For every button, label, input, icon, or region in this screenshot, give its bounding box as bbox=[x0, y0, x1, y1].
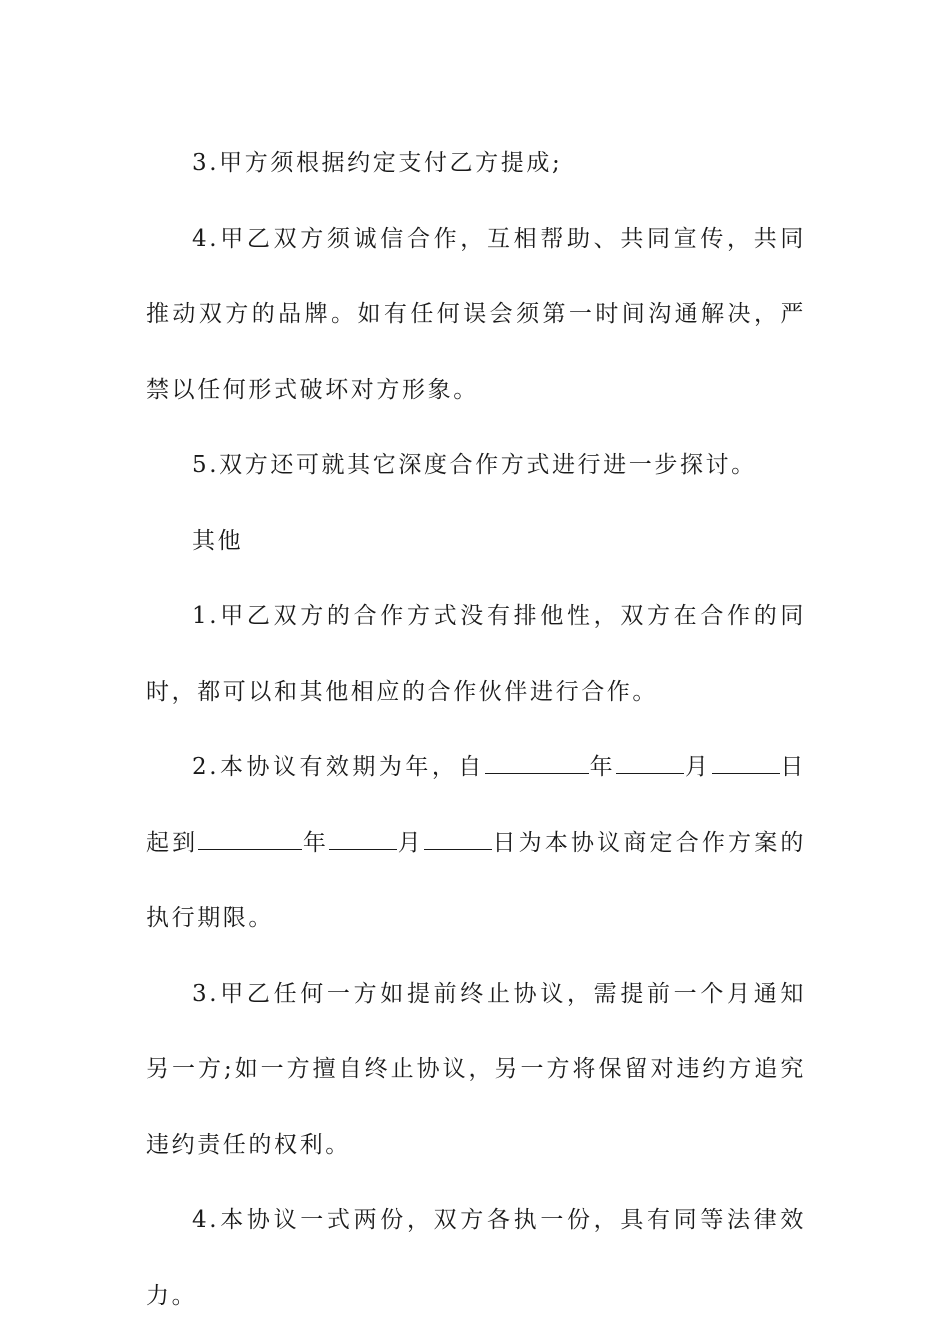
document-body bbox=[146, 126, 806, 1334]
other-clause-1-non-exclusive: 1.甲乙双方的合作方式没有排他性，双方在合作的同时，都可以和其他相应的合作伙伴进行合作。 bbox=[146, 603, 806, 705]
clause-3-payment: 3.甲方须根据约定支付乙方提成; bbox=[192, 150, 563, 176]
end-day-blank bbox=[424, 827, 492, 850]
clause-4-cooperation: 4.甲乙双方须诚信合作，互相帮助、共同宣传，共同推动双方的品牌。如有任何误会须第一时间沟通解决，严禁以任何形式破坏对方形象。 bbox=[146, 225, 806, 403]
other-clause-3-termination: 3.甲乙任何一方如提前终止协议，需提前一个月通知另一方;如一方擅自终止协议，另一方将保留对违约方追究违约责任的权利。 bbox=[146, 980, 806, 1158]
start-year-blank bbox=[485, 751, 589, 774]
other-clause-4-copies: 4.本协议一式两份，双方各执一份，具有同等法律效力。 bbox=[146, 1207, 806, 1309]
term-month-label-2: 月 bbox=[397, 829, 424, 856]
term-year-label-1: 年 bbox=[588, 754, 617, 780]
section-heading-other: 其他 bbox=[192, 527, 244, 554]
term-year-label-2: 年 bbox=[302, 829, 330, 856]
clause-5-further-discussion: 5.双方还可就其它深度合作方式进行进一步探讨。 bbox=[192, 452, 757, 478]
term-lead-text: 2.本协议有效期为年，自 bbox=[192, 754, 485, 780]
term-month-label-1: 月 bbox=[684, 754, 712, 780]
term-day-label-1: 日起到 bbox=[146, 754, 806, 856]
term-tail-text: 日为本协议商定合作方案的执行期限。 bbox=[146, 829, 807, 931]
end-year-blank bbox=[198, 827, 302, 850]
start-month-blank bbox=[616, 751, 684, 774]
start-day-blank bbox=[712, 751, 780, 774]
end-month-blank bbox=[329, 827, 397, 850]
other-clause-2-term bbox=[146, 730, 806, 957]
